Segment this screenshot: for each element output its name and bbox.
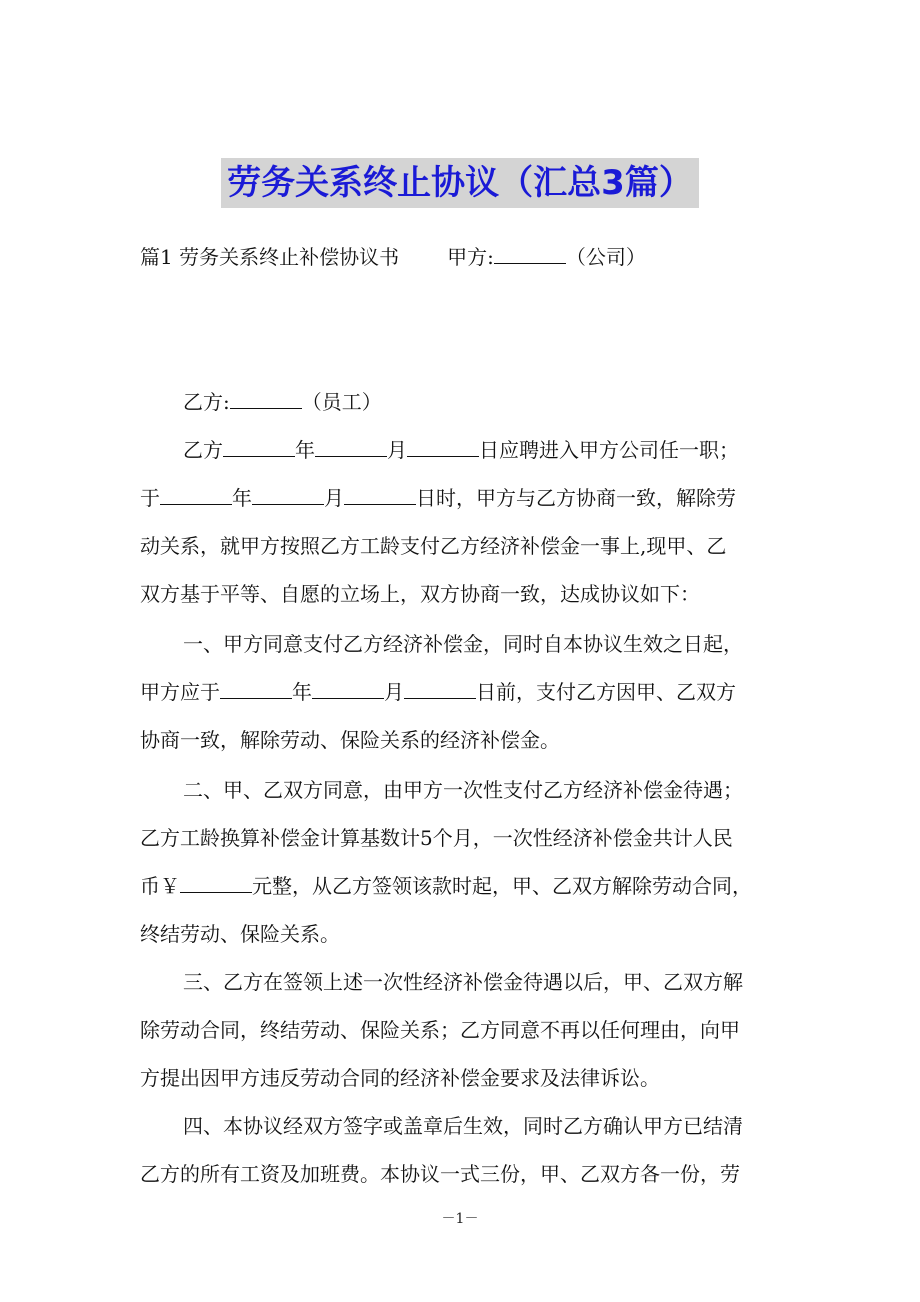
party-a-blank (494, 243, 566, 264)
text: 年 (232, 486, 252, 510)
party-a-label: 甲方: (447, 245, 494, 269)
text: 元整，从乙方签领该款时起，甲、乙双方解除劳动合同， (252, 874, 752, 898)
clause2-line3 (140, 872, 800, 900)
amount-blank (180, 872, 252, 893)
document-title: 劳务关系终止协议（汇总3篇） (221, 158, 699, 208)
year-blank (160, 484, 232, 505)
title-container (0, 158, 920, 208)
year-blank (223, 436, 295, 457)
text: 乙方 (183, 438, 223, 462)
para1-line2 (140, 484, 800, 512)
para1-line3: 动关系，就甲方按照乙方工龄支付乙方经济补偿金一事上,现甲、乙 (140, 534, 727, 558)
text: 日应聘进入甲方公司任一职； (479, 438, 739, 462)
clause1-line2 (140, 678, 800, 706)
section-title: 篇1 劳务关系终止补偿协议书 (140, 245, 400, 269)
party-b-blank (230, 388, 302, 409)
party-b-label: 乙方: (183, 390, 230, 414)
clause4-line2: 乙方的所有工资及加班费。本协议一式三份，甲、乙双方各一份，劳 (140, 1162, 740, 1186)
party-b-suffix: （员工） (301, 390, 382, 414)
text: 日时，甲方与乙方协商一致，解除劳 (416, 486, 736, 510)
month-blank (252, 484, 324, 505)
clause2-line1: 二、甲、乙双方同意，由甲方一次性支付乙方经济补偿金待遇； (183, 778, 743, 802)
clause4-line1: 四、本协议经双方签字或盖章后生效，同时乙方确认甲方已结清 (183, 1114, 743, 1138)
para1-line4: 双方基于平等、自愿的立场上，双方协商一致，达成协议如下： (140, 582, 700, 606)
month-blank (315, 436, 387, 457)
text: 于 (140, 486, 160, 510)
party-a-suffix: （公司） (565, 245, 646, 269)
text: 币￥ (140, 874, 180, 898)
text: 月 (387, 438, 407, 462)
text: 月 (324, 486, 344, 510)
clause3-line3: 方提出因甲方违反劳动合同的经济补偿金要求及法律诉讼。 (140, 1066, 660, 1090)
month-blank (312, 678, 384, 699)
clause3-line1: 三、乙方在签领上述一次性经济补偿金待遇以后，甲、乙双方解 (183, 970, 743, 994)
day-blank (404, 678, 476, 699)
para1-line1 (183, 436, 803, 464)
text: 月 (384, 680, 404, 704)
clause2-line2: 乙方工龄换算补偿金计算基数计5个月，一次性经济补偿金共计人民 (140, 826, 733, 850)
clause2-line4: 终结劳动、保险关系。 (140, 922, 340, 946)
text: 年 (295, 438, 315, 462)
text: 甲方应于 (140, 680, 220, 704)
text: 日前，支付乙方因甲、乙双方 (476, 680, 736, 704)
year-blank (220, 678, 292, 699)
page-number: －1－ (441, 1211, 479, 1227)
clause1-line1: 一、甲方同意支付乙方经济补偿金，同时自本协议生效之日起， (183, 632, 743, 656)
section-heading (140, 243, 800, 271)
clause3-line2: 除劳动合同，终结劳动、保险关系；乙方同意不再以任何理由，向甲 (140, 1018, 740, 1042)
day-blank (407, 436, 479, 457)
day-blank (344, 484, 416, 505)
clause1-line3: 协商一致，解除劳动、保险关系的经济补偿金。 (140, 728, 560, 752)
party-b-line (183, 388, 803, 416)
text: 年 (292, 680, 312, 704)
